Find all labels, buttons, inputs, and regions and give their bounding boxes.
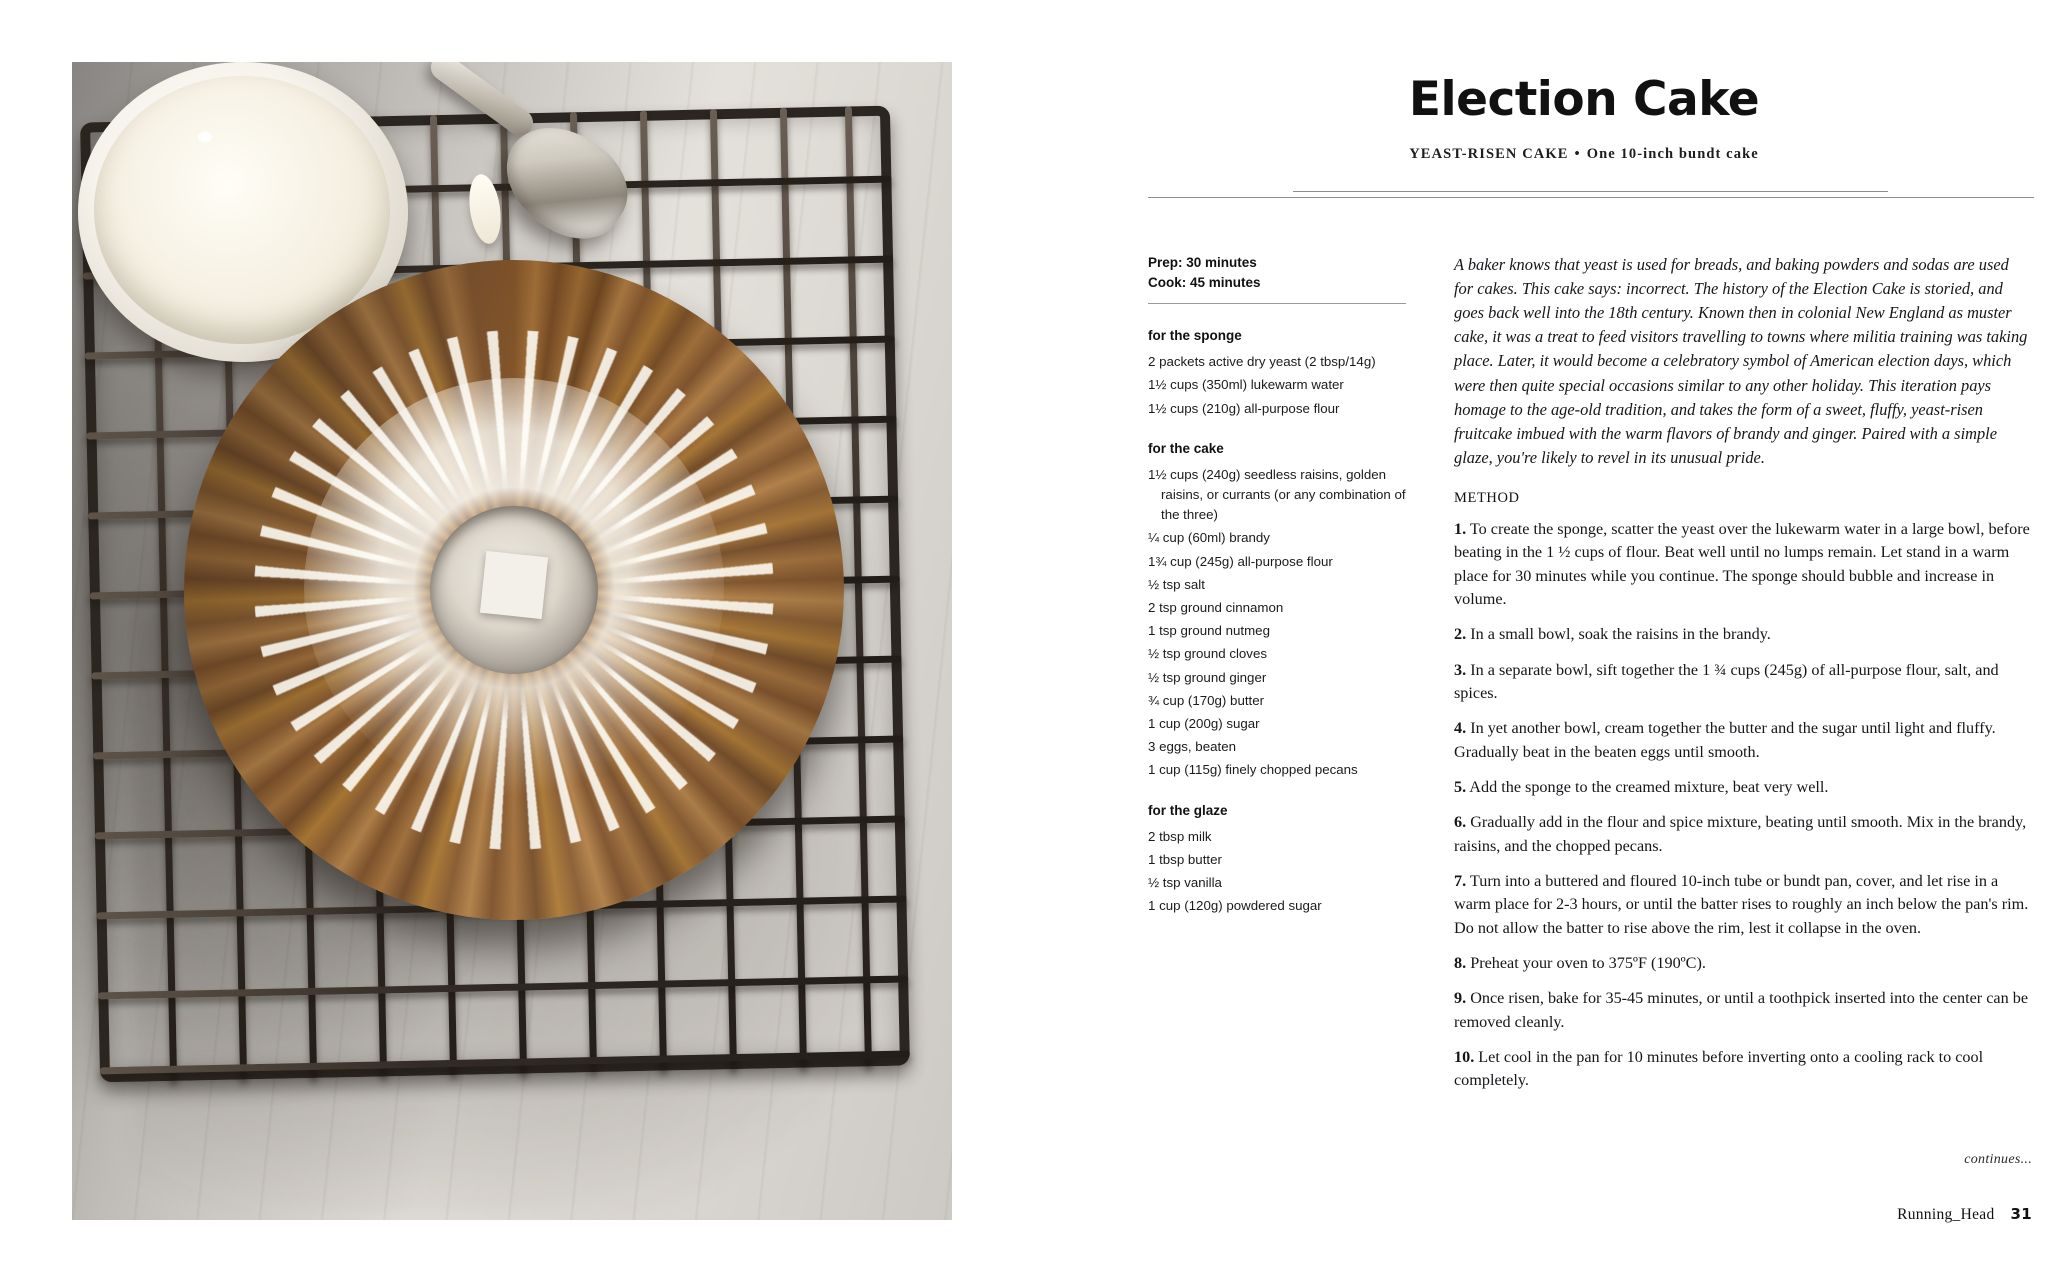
divider-long — [1148, 197, 2034, 198]
ingredient-item: 1 tbsp butter — [1148, 851, 1222, 867]
running-head: Running_Head — [1897, 1206, 1995, 1223]
photo-background — [72, 62, 952, 1220]
ingredient-group-cake — [1148, 441, 1406, 781]
page-footer — [1897, 1205, 2032, 1224]
ingredient-item: ½ tsp salt — [1148, 576, 1205, 592]
step-number: 3. — [1454, 660, 1467, 679]
method-step — [1454, 659, 2032, 706]
page-title: Election Cake — [1408, 72, 1760, 127]
ingredient-item: 2 tbsp milk — [1148, 828, 1212, 844]
recipe-photo — [72, 62, 952, 1220]
ingredient-group-heading: for the glaze — [1148, 802, 1228, 818]
ingredient-group-heading: for the sponge — [1148, 328, 1242, 344]
recipe-category: YEAST-RISEN CAKE — [1409, 146, 1569, 162]
recipe-yield: One 10-inch bundt cake — [1586, 146, 1759, 162]
ingredient-item: ½ tsp ground cloves — [1148, 646, 1268, 662]
ingredient-item: ½ tsp vanilla — [1148, 874, 1222, 890]
ingredient-group-glaze — [1148, 803, 1406, 917]
ingredient-item: 3 eggs, beaten — [1148, 739, 1236, 755]
step-text: Once risen, bake for 35-45 minutes, or until a toothpick inserted into the center can be removed cleanly. — [1454, 989, 2029, 1031]
ingredient-item: 1½ cups (350ml) lukewarm water — [1148, 377, 1344, 393]
method-step — [1454, 952, 2032, 975]
ingredient-group-sponge — [1148, 328, 1406, 419]
step-text: Gradually add in the flour and spice mixture, beating until smooth. Mix in the brandy, raisins, and the chopped pecans. — [1454, 813, 2027, 855]
ingredient-item: 1 cup (120g) powdered sugar — [1148, 898, 1322, 914]
ingredient-item: ½ tsp ground ginger — [1148, 669, 1267, 685]
method-step — [1454, 1046, 2032, 1093]
step-number: 2. — [1454, 625, 1467, 644]
step-text: Preheat your oven to 375ºF (190ºC). — [1470, 953, 1706, 972]
timing-block — [1148, 253, 1406, 292]
continues-note: continues... — [1964, 1152, 2032, 1167]
step-text: Let cool in the pan for 10 minutes before inverting onto a cooling rack to cool completely. — [1454, 1047, 1984, 1090]
step-text: Turn into a buttered and floured 10-inch tube or bundt pan, cover, and let rise in a warm place for 2-3 hours, or until the batter rises to roughly an inch below the pan's rim. Do not allow the batter to rise above the rim, lest it collapse in the oven. — [1454, 871, 2029, 937]
recipe-columns — [1120, 207, 2048, 1105]
ingredient-item: ¼ cup (60ml) brandy — [1148, 530, 1270, 546]
ingredient-continuation: the three) — [1161, 507, 1218, 523]
recipe-intro: A baker knows that yeast is used for breads, and baking powders and sodas are used for cakes. This cake says: incorrect. The history of the Election Cake is storied, and goes back well into the 18th century. Known then in colonial New England as muster cake, it was a treat to feed visitors travelling to towns where militia training was taking place. Later, it would become a celebratory symbol of American election days, which were then quite special occasions similar to any other holiday. This iteration pays homage to the age-old tradition, and takes the form of a sweet, fluffy, yeast-risen fruitcake imbued with the warm flavors of brandy and ginger. Paired with a simple glaze, you're likely to revel in its unusual pride. — [1454, 255, 2028, 467]
ingredient-item: 2 packets active dry yeast (2 tbsp/14g) — [1148, 354, 1376, 370]
page-number: 31 — [2010, 1205, 2032, 1223]
method-step — [1454, 811, 2032, 858]
ingredients-column — [1148, 253, 1406, 1105]
method-step — [1454, 987, 2032, 1034]
ingredient-item — [1148, 465, 1406, 526]
ingredient-item: 1½ cups (210g) all-purpose flour — [1148, 400, 1340, 416]
ingredient-item: ¾ cup (170g) butter — [1148, 692, 1265, 708]
bundt-cake — [184, 260, 844, 920]
method-step — [1454, 623, 2032, 646]
step-text: In a separate bowl, sift together the 1 ¾ cups (245g) of all-purpose flour, salt, and spices. — [1454, 660, 1999, 702]
ingredient-item: 1 cup (200g) sugar — [1148, 715, 1260, 731]
bundt-center-highlight — [480, 551, 548, 619]
ingredient-group-heading: for the cake — [1148, 440, 1224, 456]
step-number: 7. — [1454, 871, 1467, 890]
step-number: 6. — [1454, 813, 1467, 832]
method-step — [1454, 717, 2032, 764]
method-step — [1454, 518, 2032, 611]
step-number: 4. — [1454, 719, 1467, 738]
step-text: In a small bowl, soak the raisins in the brandy. — [1470, 625, 1771, 644]
cook-time: Cook: 45 minutes — [1148, 274, 1261, 290]
method-step — [1454, 870, 2032, 940]
ingredient-text: 1½ cups (240g) seedless raisins, golden — [1148, 466, 1387, 482]
step-number: 9. — [1454, 989, 1467, 1008]
title-rules — [1120, 187, 2048, 207]
glaze-highlight — [198, 132, 212, 142]
ingredient-item: 1 cup (115g) finely chopped pecans — [1148, 762, 1358, 778]
glaze-liquid — [94, 76, 390, 344]
ingredient-item: 2 tsp ground cinnamon — [1148, 599, 1284, 615]
divider-short — [1293, 191, 1888, 192]
step-text: In yet another bowl, cream together the butter and the sugar until light and fluffy. Gradually beat in the beaten eggs until smooth. — [1454, 719, 1996, 761]
timing-divider — [1148, 303, 1406, 304]
recipe-page — [1120, 0, 2048, 1281]
step-number: 1. — [1454, 519, 1467, 538]
method-column — [1454, 253, 2032, 1105]
step-number: 8. — [1454, 953, 1467, 972]
method-heading: METHOD — [1454, 489, 1520, 506]
prep-time: Prep: 30 minutes — [1148, 255, 1257, 270]
ingredient-item: 1¾ cup (245g) all-purpose flour — [1148, 553, 1333, 569]
recipe-subtitle — [1120, 146, 2048, 163]
ingredient-item: 1 tsp ground nutmeg — [1148, 623, 1270, 639]
subtitle-separator: • — [1574, 146, 1581, 162]
ingredient-continuation: raisins, or currants (or any combination of — [1161, 486, 1406, 502]
step-number: 10. — [1454, 1047, 1475, 1066]
method-step — [1454, 776, 2032, 799]
step-number: 5. — [1454, 777, 1467, 796]
step-text: To create the sponge, scatter the yeast over the lukewarm water in a large bowl, before beating in the 1 ½ cups of flour. Beat well until no lumps remain. Let stand in a warm place for 30 minutes while you continue. The sponge should bubble and increase in volume. — [1454, 519, 2030, 608]
step-text: Add the sponge to the creamed mixture, beat very well. — [1469, 777, 1829, 796]
